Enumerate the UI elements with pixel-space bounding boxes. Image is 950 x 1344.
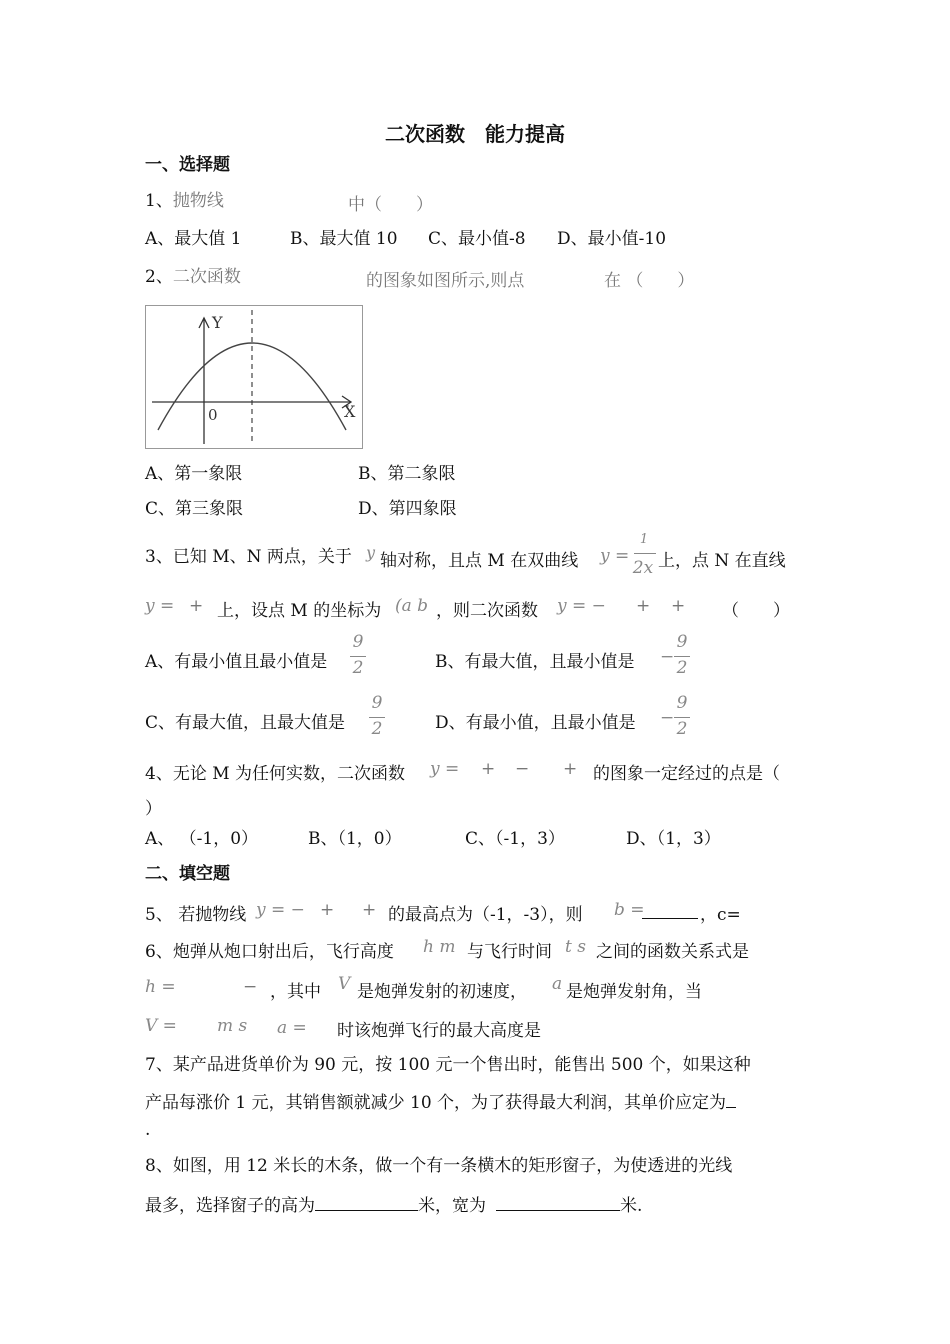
q3-option-b: B、有最大值，且最小值是: [435, 652, 635, 672]
q4-text-c: ）: [145, 799, 162, 819]
q1-text: 抛物线: [172, 191, 224, 211]
q6-line2-c: 是炮弹发射角，当: [566, 982, 702, 1002]
q1-mid: 中（ ）: [348, 195, 433, 215]
q1-option-c: C、最小值-8: [428, 229, 526, 249]
q4-option-d: D、（1，3）: [626, 829, 721, 849]
question-1: [145, 190, 224, 212]
q1-option-b: B、最大值 10: [290, 229, 398, 249]
q6-a-var: a: [552, 974, 563, 994]
q1-number: 1、: [145, 191, 173, 211]
q6-line1-c: 之间的函数关系式是: [596, 942, 749, 962]
q3-option-d: D、有最小值，且最小值是: [435, 713, 636, 733]
q5-text-b: 的最高点为（-1，-3），则: [388, 905, 583, 925]
q5-plus2: +: [362, 900, 377, 920]
q8-height-blank[interactable]: [315, 1192, 418, 1211]
q3-option-b-bar: [674, 656, 690, 657]
q5-text-a: 5、 若抛物线: [145, 905, 247, 925]
q3-y-var: y: [366, 543, 376, 562]
q4-option-a: A、 （-1，0）: [145, 829, 259, 849]
q3-option-b-den: 2: [676, 658, 688, 678]
q2-option-d: D、第四象限: [358, 499, 457, 519]
q3-line2-func: y = −: [557, 596, 606, 616]
q3-hyper-bar: [634, 553, 656, 554]
q2-option-b: B、第二象限: [358, 464, 456, 484]
q6-minus: −: [243, 977, 258, 997]
q3-line2-plus: +: [189, 596, 204, 616]
parabola-graph: [145, 305, 363, 449]
q6-a-eq: a =: [277, 1018, 307, 1038]
q3-option-d-num: 9: [676, 693, 688, 713]
q3-line1-c: 上，点 N 在直线: [658, 551, 786, 571]
q5-text-c: ，c=: [700, 905, 741, 925]
q3-hyper-den: 2x: [632, 558, 654, 578]
q1-option-a: A、最大值 1: [145, 229, 242, 249]
q7-line2: [145, 1089, 736, 1114]
q7-answer-blank[interactable]: [726, 1089, 736, 1108]
q3-option-a-bar: [350, 656, 366, 657]
q6-line1-a: 6、炮弹从炮口射出后，飞行高度: [145, 942, 394, 962]
q8-line1: 8、如图，用 12 米长的木条，做一个有一条横木的矩形窗子，为使透进的光线: [145, 1156, 733, 1176]
q6-line2-b: 是炮弹发射的初速度，: [357, 982, 527, 1002]
q2-text: 二次函数: [172, 267, 241, 287]
q7-line2-text: 产品每涨价 1 元，其销售额就减少 10 个，为了获得最大利润，其单价应定为: [145, 1093, 727, 1113]
question-3-line1: [145, 546, 352, 568]
q3-option-a-den: 2: [352, 658, 364, 678]
q4-option-c: C、（-1，3）: [465, 829, 565, 849]
q8-width-blank[interactable]: [496, 1192, 620, 1211]
q7-line1: 7、某产品进货单价为 90 元，按 100 元一个售出时，能售出 500 个，如果这种: [145, 1055, 751, 1075]
page-title: 二次函数 能力提高: [385, 122, 565, 146]
q6-t-unit: t s: [565, 937, 586, 957]
q2-number: 2、: [145, 267, 173, 287]
q4-func: y =: [430, 759, 460, 779]
q3-line2-y: y =: [145, 596, 175, 616]
q3-option-d-bar: [674, 717, 690, 718]
q2-mid: 的图象如图所示,则点: [366, 271, 525, 291]
q3-option-a-num: 9: [352, 632, 364, 652]
q6-h-unit: h m: [423, 937, 456, 957]
q6-v-eq: V =: [145, 1016, 177, 1036]
q6-line1-b: 与飞行时间: [467, 942, 552, 962]
q3-option-c-bar: [369, 717, 385, 718]
q8-line2-c: 米.: [620, 1196, 643, 1216]
question-2: [145, 266, 241, 288]
q2-tail: 在 （ ）: [604, 271, 695, 291]
q3-line2-plus2: +: [636, 596, 651, 616]
q5-answer-blank[interactable]: [642, 900, 698, 919]
q3-line1-a: 3、已知 M、N 两点，关于: [145, 547, 352, 567]
q4-option-b: B、（1，0）: [308, 829, 402, 849]
q4-text-a: 4、无论 M 为任何实数，二次函数: [145, 764, 406, 784]
q3-option-c: C、有最大值，且最大值是: [145, 713, 346, 733]
q3-line2-b: ，则二次函数: [436, 601, 538, 621]
origin-label: 0: [208, 406, 218, 424]
section-heading-choice: 一、选择题: [145, 155, 230, 175]
q8-line2: [145, 1192, 642, 1217]
q3-option-d-minus: −: [660, 708, 675, 728]
q4-text-b: 的图象一定经过的点是（: [593, 764, 780, 784]
q3-hyper-lhs: y =: [600, 546, 630, 566]
q3-line2-paren: （ ）: [722, 601, 790, 621]
q5-b-eq: b =: [614, 900, 645, 920]
q4-minus1: −: [515, 759, 530, 779]
q3-line1-b: 轴对称，且点 M 在双曲线: [380, 551, 579, 571]
q2-option-c: C、第三象限: [145, 499, 244, 519]
q3-option-d-den: 2: [676, 719, 688, 739]
q6-line2-a: ，其中: [270, 982, 321, 1002]
q2-option-a: A、第一象限: [145, 464, 243, 484]
q6-v-var: V: [338, 974, 351, 994]
q3-line2-a: 上，设点 M 的坐标为: [217, 601, 382, 621]
q3-line2-plus3: +: [671, 596, 686, 616]
parabola-graph-svg: [146, 306, 362, 448]
q6-h-eq: h =: [145, 977, 176, 997]
q8-line2-a: 最多，选择窗子的高为: [145, 1196, 315, 1216]
q3-option-b-minus: −: [660, 647, 675, 667]
q3-option-c-den: 2: [371, 719, 383, 739]
q3-option-b-num: 9: [676, 632, 688, 652]
q4-plus2: +: [563, 759, 578, 779]
q6-line3: 时该炮弹飞行的最大高度是: [337, 1021, 541, 1041]
section-heading-fill: 二、填空题: [145, 864, 230, 884]
y-axis-label: Y: [212, 313, 223, 332]
q3-option-a: A、有最小值且最小值是: [145, 652, 328, 672]
q5-plus1: +: [320, 900, 335, 920]
q1-option-d: D、最小值-10: [557, 229, 667, 249]
q3-hyper-num: 1: [639, 532, 649, 547]
q3-option-c-num: 9: [371, 693, 383, 713]
q7-line3: .: [145, 1120, 151, 1140]
x-axis-label: X: [344, 402, 356, 421]
q5-func: y = −: [256, 900, 305, 920]
q4-plus1: +: [481, 759, 496, 779]
q3-line2-coord: (a b: [395, 596, 429, 616]
q8-line2-b: 米，宽为: [418, 1196, 486, 1216]
q6-ms: m s: [217, 1016, 248, 1036]
